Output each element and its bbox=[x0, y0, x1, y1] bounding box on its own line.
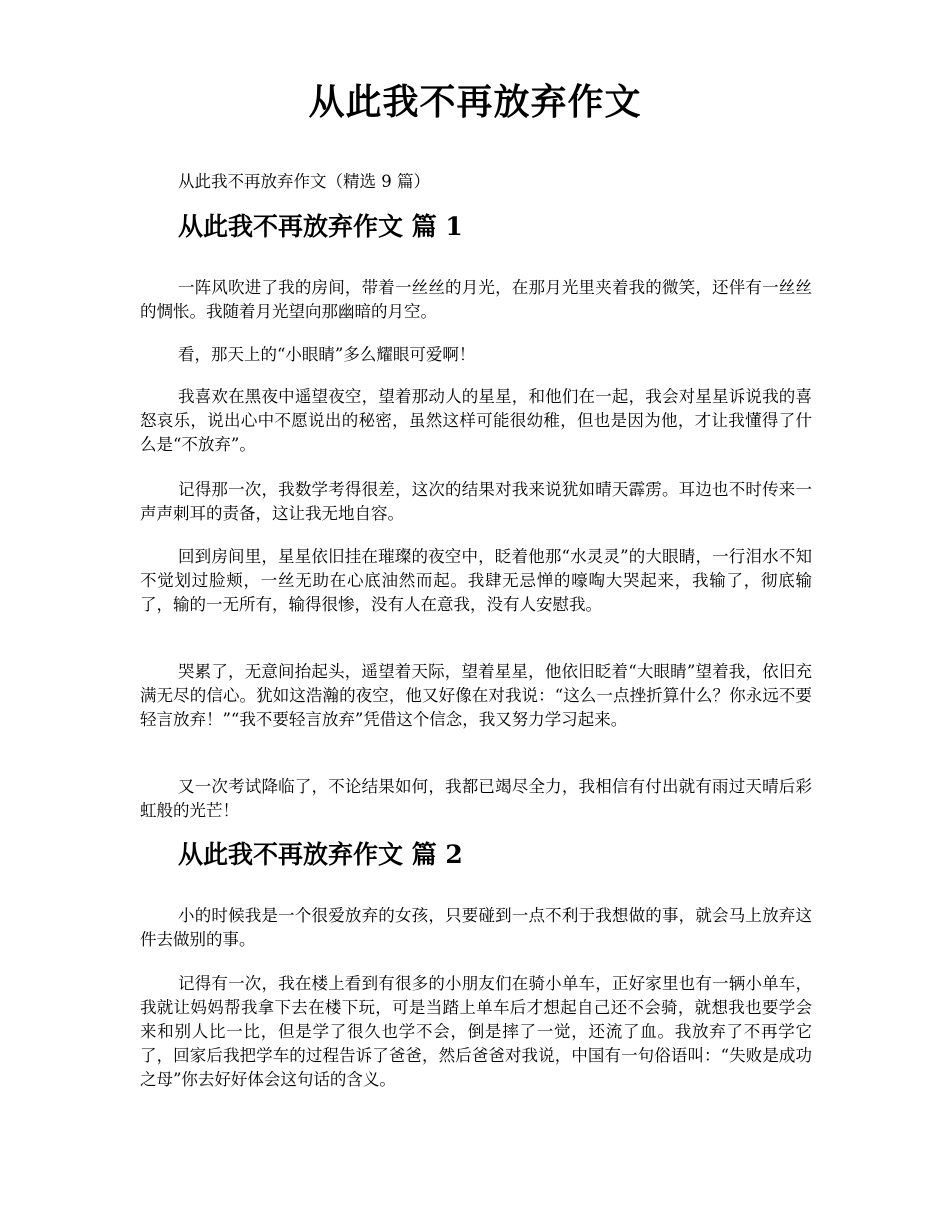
paragraph: 又一次考试降临了，不论结果如何，我都已竭尽全力，我相信有付出就有雨过天晴后彩虹般的光芒！ bbox=[140, 777, 812, 820]
section-heading-1: 从此我不再放弃作文 篇 1 bbox=[178, 212, 463, 241]
paragraph: 记得有一次，我在楼上看到有很多的小朋友们在骑小单车，正好家里也有一辆小单车，我就让妈妈帮我拿下去在楼下玩，可是当踏上单车后才想起自己还不会骑，就想我也要学会来和别人比一比，但是学了很久也学不会，倒是摔了一觉，还流了血。我放弃了不再学它了，回家后我把学车的过程告诉了爸爸，然后爸爸对我说，中国有一句俗语叫：“失败是成功之母”你去好好体会这句话的含义。 bbox=[140, 974, 812, 1089]
paragraph: 我喜欢在黑夜中遥望夜空，望着那动人的星星，和他们在一起，我会对星星诉说我的喜怒哀乐，说出心中不愿说出的秘密，虽然这样可能很幼稚，但也是因为他，才让我懂得了什么是“不放弃”。 bbox=[140, 387, 812, 454]
paragraph: 记得那一次，我数学考得很差，这次的结果对我来说犹如晴天霹雳。耳边也不时传来一声声刺耳的责备，这让我无地自容。 bbox=[140, 480, 812, 523]
paragraph: 回到房间里，星星依旧挂在璀璨的夜空中，眨着他那“水灵灵”的大眼睛，一行泪水不知不觉划过脸颊，一丝无助在心底油然而起。我肆无忌惮的嚎啕大哭起来，我输了，彻底输了，输的一无所有，输得很惨，没有人在意我，没有人安慰我。 bbox=[140, 547, 812, 614]
paragraph: 小的时候我是一个很爱放弃的女孩，只要碰到一点不利于我想做的事，就会马上放弃这件去做别的事。 bbox=[140, 906, 812, 949]
paragraph: 看，那天上的“小眼睛”多么耀眼可爱啊！ bbox=[178, 345, 476, 364]
paragraph: 哭累了，无意间抬起头，遥望着天际，望着星星，他依旧眨着“大眼睛”望着我，依旧充满无尽的信心。犹如这浩瀚的夜空，他又好像在对我说：“这么一点挫折算什么？你永远不要轻言放弃！”“我不要轻言放弃”凭借这个信念，我又努力学习起来。 bbox=[140, 662, 812, 729]
document-subtitle: 从此我不再放弃作文（精选 9 篇） bbox=[178, 172, 430, 191]
paragraph: 一阵风吹进了我的房间，带着一丝丝的月光，在那月光里夹着我的微笑，还伴有一丝丝的惆怅。我随着月光望向那幽暗的月空。 bbox=[140, 278, 812, 321]
document-title: 从此我不再放弃作文 bbox=[308, 81, 642, 123]
section-heading-2: 从此我不再放弃作文 篇 2 bbox=[178, 840, 463, 869]
